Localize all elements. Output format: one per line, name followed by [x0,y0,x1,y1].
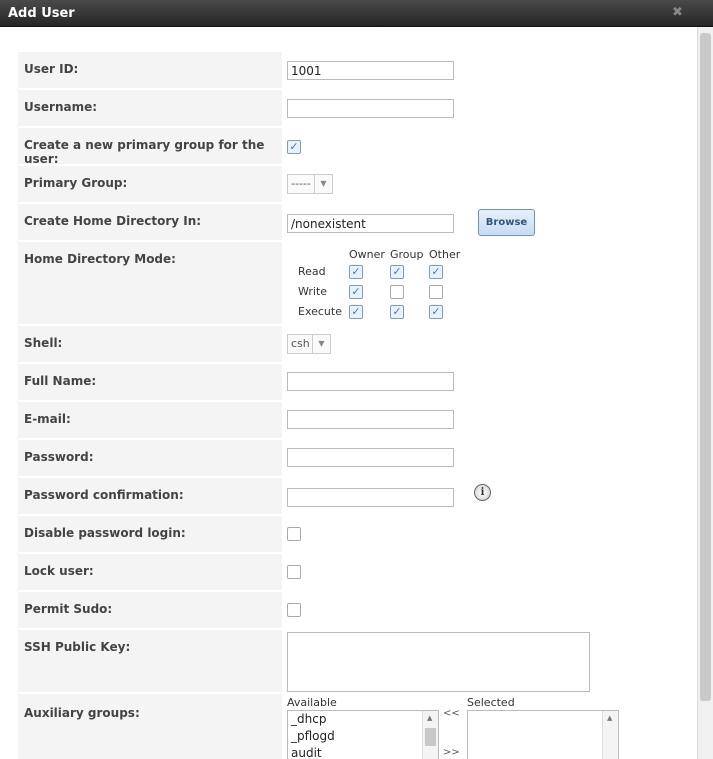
password-confirm-input[interactable] [287,488,454,507]
primary-group-label: Primary Group: [18,166,282,202]
close-icon[interactable]: ✖ [672,5,683,20]
selected-groups-list[interactable] [467,710,619,759]
selected-list-scrollbar[interactable] [602,711,618,759]
available-groups-list[interactable] [287,710,439,759]
home-mode-label: Home Directory Mode: [18,242,282,324]
mode-col-owner: Owner [349,248,385,261]
ssh-key-textarea[interactable] [287,632,590,692]
dialog-scroll-thumb[interactable] [700,33,711,701]
email-input[interactable] [287,410,454,429]
home-mode-grid [285,242,697,324]
dialog-scrollbar[interactable] [697,27,713,759]
row-ssh-key [18,630,697,692]
ssh-key-label: SSH Public Key: [18,630,282,692]
scroll-up-icon[interactable]: ▲ [607,714,613,722]
chevron-down-icon: ▼ [314,175,332,193]
row-password-confirm [18,478,697,514]
mode-row-write: Write [298,285,328,298]
username-input[interactable] [287,99,454,118]
list-item[interactable]: audit [291,746,322,759]
row-primary-group [18,166,697,202]
chevron-down-icon: ▼ [312,335,330,353]
row-home-mode [18,242,697,324]
row-lock-user [18,554,697,590]
row-email [18,402,697,438]
execute-other-checkbox[interactable]: ✓ [429,305,443,319]
selected-label: Selected [467,696,515,709]
write-other-checkbox[interactable] [429,285,443,299]
execute-owner-checkbox[interactable]: ✓ [349,305,363,319]
mode-col-group: Group [390,248,424,261]
scroll-up-icon[interactable]: ▲ [427,714,433,722]
dialog-title: Add User [8,6,75,21]
email-label: E-mail: [18,402,282,438]
disable-password-checkbox[interactable] [287,527,301,541]
info-icon[interactable]: i [474,484,491,501]
read-group-checkbox[interactable]: ✓ [390,265,404,279]
scroll-thumb[interactable] [425,728,436,746]
row-password [18,440,697,476]
user-id-input[interactable] [287,61,454,80]
row-full-name [18,364,697,400]
primary-group-select[interactable] [287,174,333,194]
password-label: Password: [18,440,282,476]
row-home-dir [18,204,697,240]
list-item[interactable]: _pflogd [291,729,335,743]
row-shell [18,326,697,362]
execute-group-checkbox[interactable]: ✓ [390,305,404,319]
home-dir-input[interactable] [287,214,454,233]
row-disable-password [18,516,697,552]
list-item[interactable]: _dhcp [291,712,327,726]
shell-label: Shell: [18,326,282,362]
available-label: Available [287,696,337,709]
mode-row-execute: Execute [298,305,342,318]
password-confirm-label: Password confirmation: [18,478,282,514]
add-group-button[interactable]: << [443,708,460,719]
username-label: Username: [18,90,282,126]
row-user-id [18,52,697,88]
row-permit-sudo [18,592,697,628]
read-other-checkbox[interactable]: ✓ [429,265,443,279]
user-id-label: User ID: [18,52,282,88]
home-dir-label: Create Home Directory In: [18,204,282,240]
row-create-group [18,128,697,164]
aux-groups-label: Auxiliary groups: [18,694,282,759]
available-list-scrollbar[interactable] [422,711,438,759]
lock-user-checkbox[interactable] [287,565,301,579]
row-username [18,90,697,126]
create-group-checkbox[interactable]: ✓ [287,140,301,154]
full-name-input[interactable] [287,372,454,391]
browse-button[interactable]: Browse [478,209,535,236]
shell-select[interactable] [287,334,331,354]
disable-password-label: Disable password login: [18,516,282,552]
permit-sudo-label: Permit Sudo: [18,592,282,628]
write-owner-checkbox[interactable]: ✓ [349,285,363,299]
mode-row-read: Read [298,265,326,278]
create-group-label: Create a new primary group for the user: [18,128,282,164]
lock-user-label: Lock user: [18,554,282,590]
read-owner-checkbox[interactable]: ✓ [349,265,363,279]
row-aux-groups [18,694,697,759]
dialog-titlebar [0,0,713,27]
primary-group-value: ----- [291,177,311,190]
write-group-checkbox[interactable] [390,285,404,299]
password-input[interactable] [287,448,454,467]
permit-sudo-checkbox[interactable] [287,603,301,617]
mode-col-other: Other [429,248,461,261]
shell-value: csh [291,337,310,350]
remove-group-button[interactable]: >> [443,747,460,758]
full-name-label: Full Name: [18,364,282,400]
